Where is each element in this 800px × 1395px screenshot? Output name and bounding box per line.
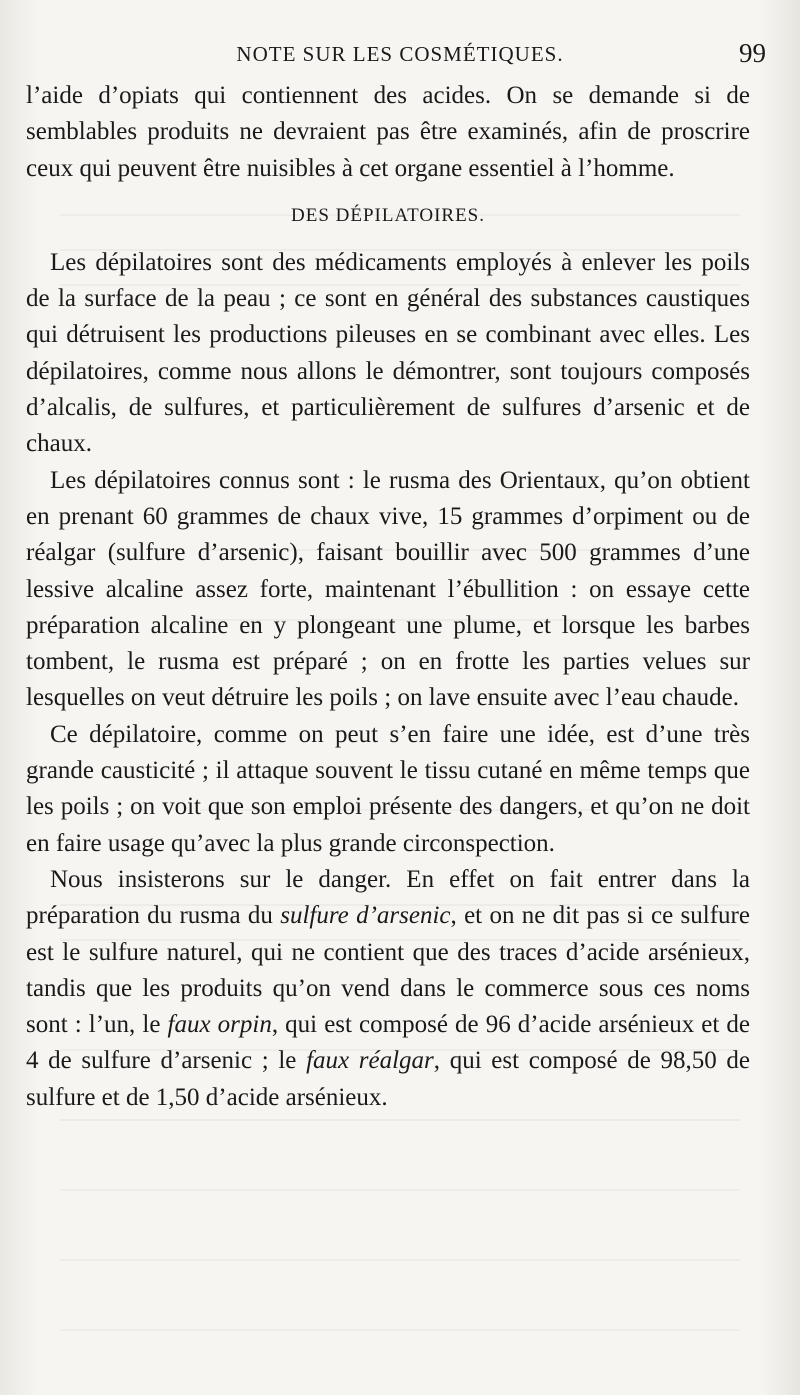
page-header [30, 38, 770, 72]
paragraph-danger-text-3: , qui est composé de 96 d’acide arsénieux et de 4 de sulfure d’arsenic ; le [26, 1011, 751, 1075]
italic-faux-realgar: faux réalgar [306, 1047, 434, 1075]
paragraph-danger [26, 862, 750, 1116]
paragraph-definition: Les dépilatoires sont des médicaments employés à enlever les poils de la surface de la peau ; ce sont en général des substances caustiques qui détruisent les productions pileuses en se combinant avec elles. Les dépilatoires, comme nous allons le démontrer, sont toujours composés d’alcalis, de sulfures, et particulièrement de sulfures d’arsenic et de chaux. [26, 248, 750, 458]
italic-faux-orpin: faux orpin [167, 1011, 272, 1039]
paragraph-causticity: Ce dépilatoire, comme on peut s’en faire une idée, est d’une très grande causticité ; il attaque souvent le tissu cutané en même temps que les poils ; on voit que son emploi présente des dangers, et qu’on ne doit en faire usage qu’avec la plus grande circonspection. [26, 720, 750, 857]
page-number: 99 [739, 38, 766, 68]
paragraph-danger-text-4: , qui est composé de 98,50 de sulfure et de 1,50 d’acide arsénieux. [26, 1047, 751, 1111]
paragraph-danger-text-2: , et on ne dit pas si ce sulfure est le sulfure naturel, qui ne contient que des traces d’acide arsénieux, tandis que les produits qu’on vend dans le commerce sous ces noms sont : l’un, le [26, 902, 750, 1039]
italic-sulfure-arsenic: sulfure d’arsenic [280, 902, 451, 930]
body-text [26, 78, 750, 1116]
paragraph-continuation: l’aide d’opiats qui contiennent des acides. On se demande si de semblables produits ne devraient pas être examinés, afin de proscrire ceux qui peuvent être nuisibles à cet organe essentiel à l’homme. [26, 82, 750, 182]
paragraph-rusma: Les dépilatoires connus sont : le rusma des Orientaux, qu’on obtient en prenant 60 grammes de chaux vive, 15 grammes d’orpiment ou de réalgar (sulfure d’arsenic), faisant bouillir avec 500 grammes d’une lessive alcaline assez forte, maintenant l’ébullition : on essaye cette préparation alcaline en y plongeant une plume, et lorsque les barbes tombent, le rusma est préparé ; on en frotte les parties velues sur lesquelles on veut détruire les poils ; on lave ensuite avec l’eau chaude. [26, 466, 750, 712]
running-title: NOTE SUR LES COSMÉTIQUES. [236, 42, 564, 66]
section-title: DES DÉPILATOIRES. [291, 204, 485, 226]
paragraph-danger-text-1: Nous insisterons sur le danger. En effet on fait entrer dans la préparation du rusma du [26, 865, 750, 930]
